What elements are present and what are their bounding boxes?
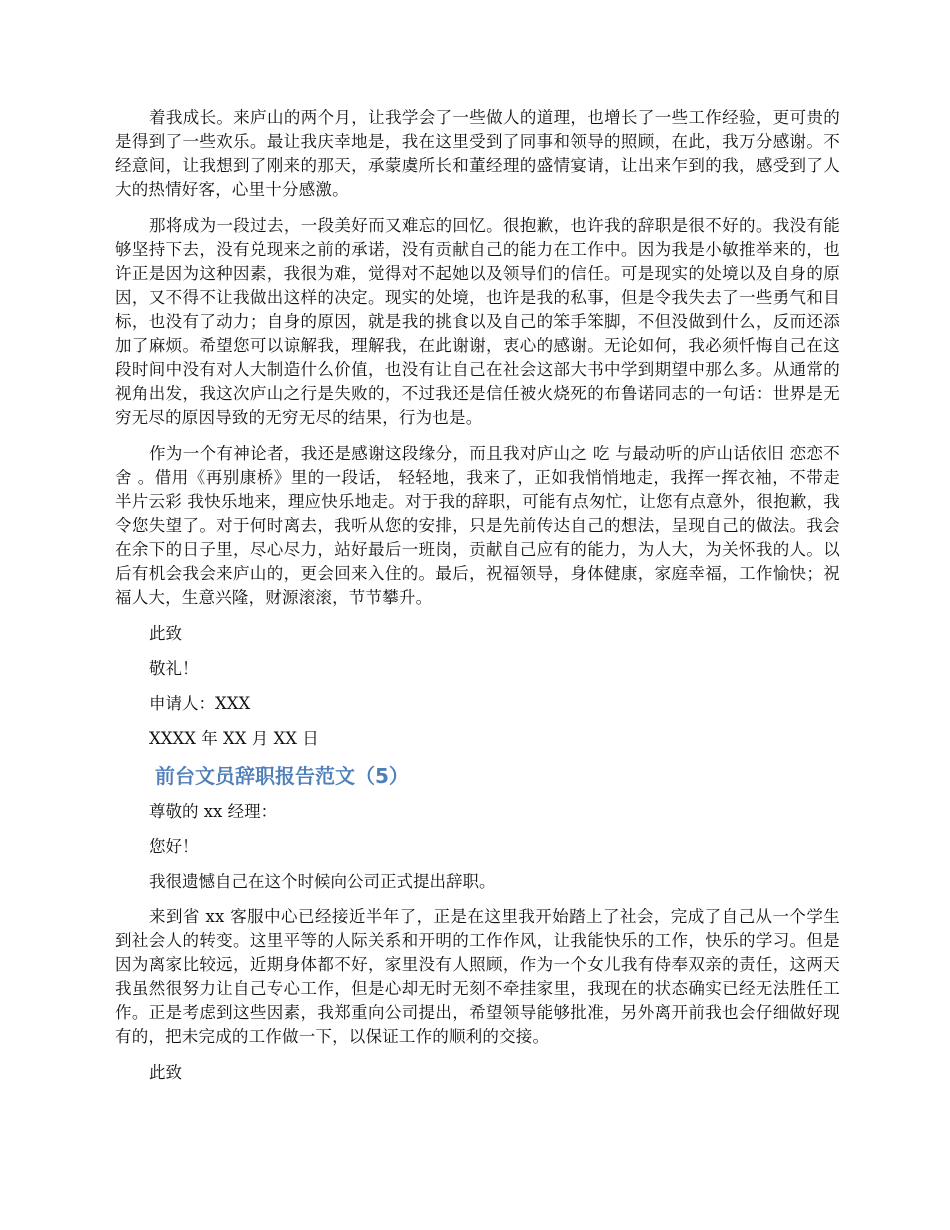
body-paragraph-2: 那将成为一段过去，一段美好而又难忘的回忆。很抱歉，也许我的辞职是很不好的。我没有能够坚持下去，没有兑现来之前的承诺，没有贡献自己的能力在工作中。因为我是小敏推举来的，也许正是因为这种因素，我很为难，觉得对不起她以及领导们的信任。可是现实的处境以及自身的原因，又不得不让我做出这样的决定。现实的处境，也许是我的私事，但是令我失去了一些勇气和目标，也没有了动力；自身的原因，就是我的挑食以及自己的笨手笨脚，不但没做到什么，反而还添加了麻烦。希望您可以谅解我，理解我，在此谢谢，衷心的感谢。无论如何，我必须忏悔自己在这段时间中没有对人大制造什么价值，也没有让自己在社会这部大书中学到期望中那么多。从通常的视角出发，我这次庐山之行是失败的，不过我还是信任被火烧死的布鲁诺同志的一句话：世界是无穷无尽的原因导致的无穷无尽的结果，行为也是。	[115, 216, 840, 427]
date-line: XXXX 年 XX 月 XX 日	[149, 729, 319, 748]
letter-opening: 我很遗憾自己在这个时候向公司正式提出辞职。	[149, 872, 496, 891]
closing-respect: 敬礼！	[149, 659, 199, 678]
closing-salute: 此致	[149, 624, 182, 643]
letter-greeting: 尊敬的 xx 经理：	[149, 802, 278, 821]
section-heading: 前台文员辞职报告范文（5）	[155, 764, 409, 788]
body-paragraph-3: 作为一个有神论者，我还是感谢这段缘分，而且我对庐山之 吃 与最动听的庐山话依旧 恋恋不舍 。借用《再别康桥》里的一段话， 轻轻地，我来了，正如我悄悄地走，我挥一挥衣袖，不带走半片云彩 我快乐地来，理应快乐地走。对于我的辞职，可能有点匆忙，让您有点意外，很抱歉，我令您失望了。对于何时离去，我听从您的安排，只是先前传达自己的想法，呈现自己的做法。我会在余下的日子里，尽心尽力，站好最后一班岗，贡献自己应有的能力，为人大，为关怀我的人。以后有机会我会来庐山的，更会回来入住的。最后，祝福领导，身体健康，家庭幸福，工作愉快；祝福人大，生意兴隆，财源滚滚，节节攀升。	[115, 444, 840, 607]
letter-body-paragraph: 来到省 xx 客服中心已经接近半年了，正是在这里我开始踏上了社会，完成了自己从一个学生到社会人的转变。这里平等的人际关系和开明的工作作风，让我能快乐的工作，快乐的学习。但是因为离家比较远，近期身体都不好，家里没有人照顾，作为一个女儿我有侍奉双亲的责任，这两天我虽然很努力让自己专心工作，但是心却无时无刻不牵挂家里，我现在的状态确实已经无法胜任工作。正是考虑到这些因素，我郑重向公司提出，希望领导能够批准，另外离开前我也会仔细做好现有的，把未完成的工作做一下，以保证工作的顺利的交接。	[115, 907, 840, 1046]
applicant-line: 申请人：XXX	[149, 694, 251, 713]
letter-hello: 您好！	[149, 837, 199, 856]
document-page	[115, 106, 840, 1096]
body-paragraph-1: 着我成长。来庐山的两个月，让我学会了一些做人的道理，也增长了一些工作经验，更可贵的是得到了一些欢乐。最让我庆幸地是，我在这里受到了同事和领导的照顾，在此，我万分感谢。不经意间，让我想到了刚来的那天，承蒙虞所长和董经理的盛情宴请，让出来乍到的我，感受到了人大的热情好客，心里十分感激。	[115, 108, 840, 199]
letter-salute: 此致	[149, 1063, 182, 1082]
